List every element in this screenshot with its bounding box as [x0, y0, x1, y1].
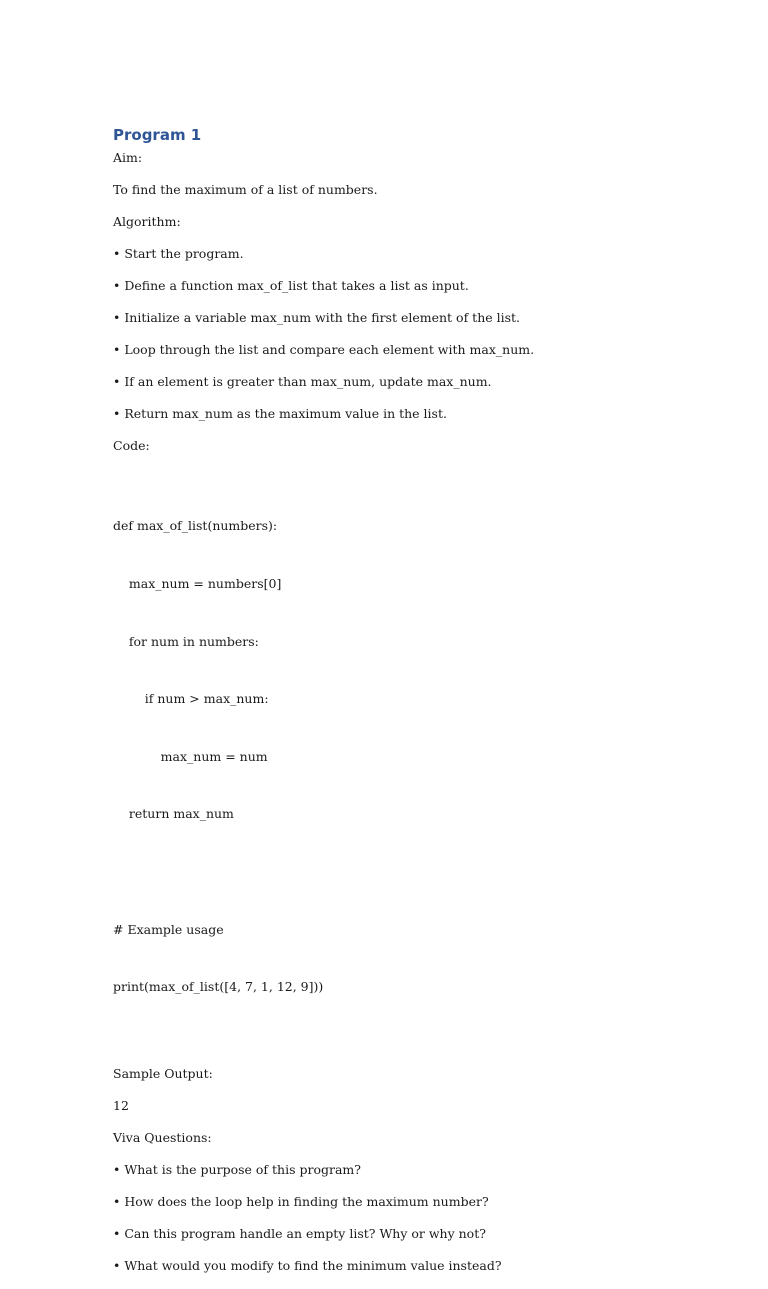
algorithm-step: • If an element is greater than max_num, update max_num.: [113, 373, 713, 390]
aim-label: Aim:: [113, 150, 143, 165]
viva-question: • Can this program handle an empty list? Why or why not?: [113, 1225, 713, 1242]
code-line: for num in numbers:: [113, 633, 259, 649]
sample-output-label: Sample Output:: [113, 1065, 213, 1081]
algorithm-step: • Initialize a variable max_num with the first element of the list.: [113, 309, 713, 326]
algorithm-step: • Loop through the list and compare each element with max_num.: [113, 341, 713, 358]
viva-label: Viva Questions:: [113, 1129, 212, 1145]
sample-output-value: 12: [113, 1097, 129, 1113]
aim-text: To find the maximum of a list of numbers.: [113, 182, 378, 197]
viva-questions: [113, 1161, 713, 1274]
code-line: def max_of_list(numbers):: [113, 518, 278, 534]
code-block: [113, 478, 713, 1035]
code-label: Code:: [113, 438, 150, 453]
code-line: max_num = numbers[0]: [113, 576, 282, 591]
code-comment: # Example usage: [113, 921, 224, 937]
algorithm-step: • Start the program.: [113, 245, 713, 262]
code-line: max_num = num: [113, 748, 268, 764]
viva-question: • What would you modify to find the minimum value instead?: [113, 1257, 713, 1274]
code-line: return max_num: [113, 806, 234, 822]
algorithm-step: • Return max_num as the maximum value in the list.: [113, 405, 713, 422]
code-line: if num > max_num:: [113, 691, 269, 707]
viva-question: • How does the loop help in finding the maximum number?: [113, 1193, 713, 1210]
viva-question: • What is the purpose of this program?: [113, 1161, 713, 1178]
algorithm-label: Algorithm:: [113, 214, 181, 229]
code-line: print(max_of_list([4, 7, 1, 12, 9])): [113, 979, 324, 995]
program-heading: Program 1: [113, 126, 202, 144]
code-blank-line: [113, 862, 713, 881]
algorithm-steps: [113, 245, 713, 422]
algorithm-step: • Define a function max_of_list that takes a list as input.: [113, 277, 713, 294]
document-page: [113, 124, 713, 1289]
